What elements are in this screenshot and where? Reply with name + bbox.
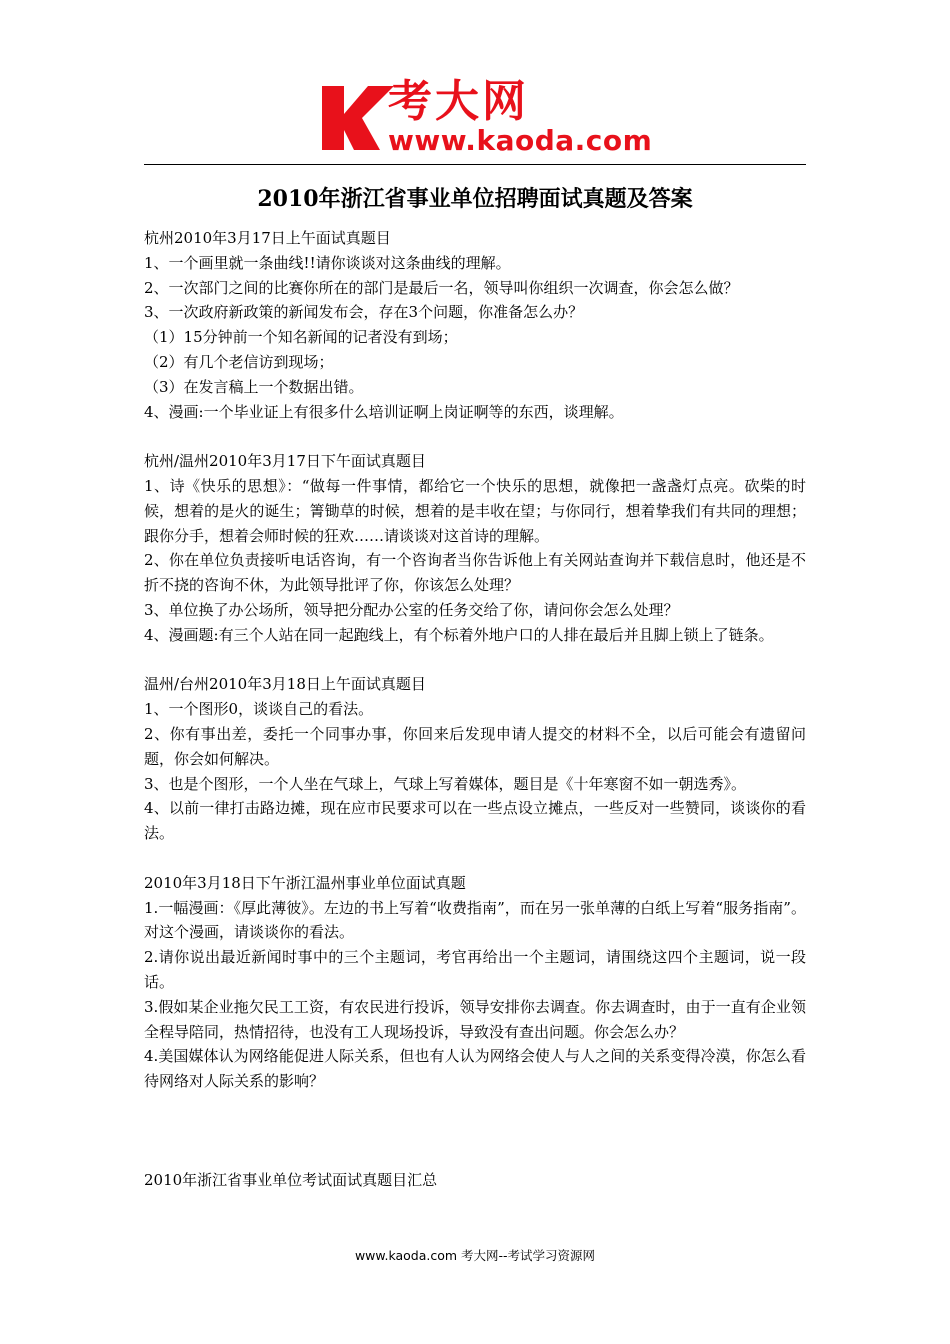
question-line: 4、以前一律打击路边摊，现在应市民要求可以在一些点设立摊点，一些反对一些赞同，谈谈你的看法。: [144, 799, 806, 843]
sub-item-line: （3）在发言稿上一个数据出错。: [144, 377, 364, 396]
question-line: 1、一个画里就一条曲线!!请你谈谈对这条曲线的理解。: [144, 253, 511, 272]
sub-item-line: （1）15分钟前一个知名新闻的记者没有到场；: [144, 328, 458, 347]
question-line: 1.一幅漫画：《厚此薄彼》。左边的书上写着“收费指南”，而在另一张单薄的白纸上写着“服务指南”。对这个漫画，请谈谈你的看法。: [144, 898, 806, 942]
question-line: 3、单位换了办公场所，领导把分配办公室的任务交给了你，请问你会怎么处理？: [144, 600, 679, 619]
document-body: [144, 226, 806, 1193]
question-line: 2、你在单位负责接听电话咨询，有一个咨询者当你告诉他上有关网站查询并下载信息时，他还是不折不挠的咨询不休，为此领导批评了你，你该怎么处理？: [144, 551, 806, 595]
question-line: 3、也是个图形，一个人坐在气球上，气球上写着媒体，题目是《十年寒窗不如一朝选秀》。: [144, 774, 747, 793]
question-line: 1、一个图形0，谈谈自己的看法。: [144, 700, 374, 719]
closing-line: 2010年浙江省事业单位考试面试真题目汇总: [144, 1170, 438, 1189]
question-line: 2、一次部门之间的比赛你所在的部门是最后一名，领导叫你组织一次调查，你会怎么做？: [144, 278, 739, 297]
logo-chinese-name: 考大网: [388, 76, 529, 127]
question-line: 4、漫画:一个毕业证上有很多什么培训证啊上岗证啊等的东西，谈理解。: [144, 402, 624, 421]
section-gap: [144, 1094, 806, 1168]
section-hangzhou-wenzhou-afternoon: [144, 449, 806, 647]
question-line: 4、漫画题:有三个人站在同一起跑线上，有个标着外地户口的人排在最后并且脚上锁上了链条。: [144, 625, 774, 644]
question-line: 1、诗《快乐的思想》：“做每一件事情，都给它一个快乐的思想，就像把一盏盏灯点亮。砍柴的时候，想着的是火的诞生；箐锄草的时候，想着的是丰收在望；与你同行，想着挚我们有共同的理想；跟你分手，想着会师时候的狂欢……请谈谈对这首诗的理解。: [144, 476, 806, 545]
question-line: 3.假如某企业拖欠民工工资，有农民进行投诉，领导安排你去调查。你去调查时，由于一直有企业领全程导陪同，热情招待，也没有工人现场投诉，导致没有查出问题。你会怎么办？: [144, 997, 806, 1041]
question-line: 2、你有事出差，委托一个同事办事，你回来后发现申请人提交的材料不全，以后可能会有遗留问题，你会如何解决。: [144, 724, 806, 768]
section-heading: 杭州2010年3月17日上午面试真题目: [144, 229, 391, 247]
sub-item-line: （2）有几个老信访到现场；: [144, 352, 334, 371]
section-heading: 2010年3月18日下午浙江温州事业单位面试真题: [144, 873, 466, 892]
section-heading: 杭州/温州2010年3月17日下午面试真题目: [144, 452, 426, 471]
section-wenzhou-afternoon: [144, 871, 806, 1094]
question-line: 4.美国媒体认为网络能促进人际关系，但也有人认为网络会使人与人之间的关系变得冷漠，你怎么看待网络对人际关系的影响？: [144, 1047, 806, 1091]
document-title: 2010年浙江省事业单位招聘面试真题及答案: [257, 186, 693, 212]
section-wenzhou-taizhou-morning: [144, 672, 806, 846]
section-heading: 温州/台州2010年3月18日上午面试真题目: [144, 675, 426, 694]
page-footer: www.kaoda.com 考大网--考试学习资源网: [354, 1248, 596, 1263]
question-line: 3、一次政府新政策的新闻发布会，存在3个问题，你准备怎么办？: [144, 303, 584, 322]
question-line: 2.请你说出最近新闻时事中的三个主题词，考官再给出一个主题词，请围绕这四个主题词，说一段话。: [144, 948, 806, 991]
header-divider: [144, 164, 806, 165]
logo-url-text: www.kaoda.com: [388, 124, 653, 157]
kaoda-logo: [318, 76, 653, 160]
section-hangzhou-morning: [144, 226, 806, 424]
